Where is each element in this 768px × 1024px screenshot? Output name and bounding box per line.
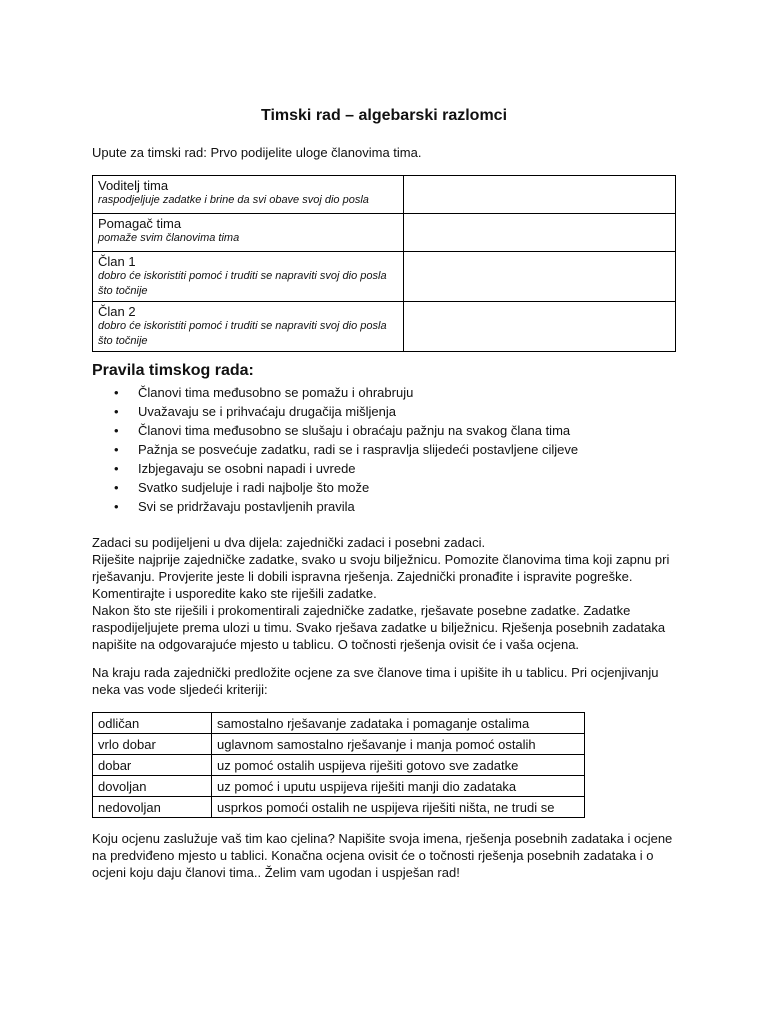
- page-title: Timski rad – algebarski razlomci: [260, 107, 508, 124]
- criteria-intro: Na kraju rada zajednički predložite ocjene za sve članove tima i upišite ih u tablicu. Pri ocjenjivanju neka vas vode sljedeći kriteriji:: [92, 665, 659, 697]
- instructions-block: [92, 534, 682, 653]
- rule-text: Pažnja se posvećuje zadatku, radi se i raspravlja slijedeći postavljene ciljeve: [138, 442, 579, 457]
- instructions-paragraph: Nakon što ste riješili i prokomentirali zajedničke zadatke, rješavate posebne zadatke. Zadatke raspodijeljujete prema ulozi u timu. Svako rješava zadatke u bilježnicu. Rješenja posebnih zadataka napišite na odgovarajuće mjesto u tablicu. O točnosti rješenja ovisit će i vaša ocjena.: [92, 603, 666, 652]
- rule-text: Izbjegavaju se osobni napadi i uvrede: [138, 461, 356, 476]
- grade-cell: vrlo dobar: [93, 734, 212, 755]
- rule-text: Članovi tima međusobno se pomažu i ohrabruju: [138, 385, 414, 400]
- intro-text: Upute za timski rad: Prvo podijelite uloge članovima tima.: [92, 145, 422, 160]
- list-item: [92, 459, 578, 478]
- grade-cell: nedovoljan: [93, 797, 212, 818]
- table-row: [93, 214, 676, 252]
- rule-text: Svi se pridržavaju postavljenih pravila: [138, 499, 355, 514]
- grade-cell: odličan: [93, 713, 212, 734]
- list-item: [92, 402, 578, 421]
- role-name: Pomagač tima: [98, 216, 182, 231]
- instructions-paragraph: Riješite najprije zajedničke zadatke, svako u svoju bilježnicu. Pomozite članovima tima koji zapnu pri rješavanju. Provjerite jeste li dobili ispravna rješenja. Zajednički pronađite i ispravite pogreške. Komentirajte i usporedite kako ste riješili zadatke.: [92, 552, 670, 601]
- bullet-icon: •: [114, 385, 119, 400]
- table-row: [93, 713, 585, 734]
- rule-text: Članovi tima međusobno se slušaju i obraćaju pažnju na svakog člana tima: [138, 423, 571, 438]
- role-name: Voditelj tima: [98, 178, 169, 193]
- instructions-paragraph: Zadaci su podijeljeni u dva dijela: zajednički zadaci i posebni zadaci.: [92, 535, 486, 550]
- list-item: [92, 421, 578, 440]
- table-row: [93, 302, 676, 352]
- grades-table: [92, 712, 585, 818]
- role-name: Član 1: [98, 254, 136, 269]
- criterion-cell: uglavnom samostalno rješavanje i manja pomoć ostalih: [212, 734, 585, 755]
- role-description: raspodjeljuje zadatke i brine da svi obave svoj dio posla: [98, 194, 369, 206]
- bullet-icon: •: [114, 442, 119, 457]
- rules-list: [92, 383, 578, 516]
- role-value-cell[interactable]: [404, 214, 676, 252]
- grade-cell: dovoljan: [93, 776, 212, 797]
- criterion-cell: usprkos pomoći ostalih ne uspijeva riješiti ništa, ne trudi se: [212, 797, 585, 818]
- list-item: [92, 497, 578, 516]
- role-name: Član 2: [98, 304, 136, 319]
- rule-text: Svatko sudjeluje i radi najbolje što može: [138, 480, 370, 495]
- rule-text: Uvažavaju se i prihvaćaju drugačija mišljenja: [138, 404, 396, 419]
- table-row: [93, 176, 676, 214]
- role-value-cell[interactable]: [404, 176, 676, 214]
- table-row: [93, 252, 676, 302]
- list-item: [92, 440, 578, 459]
- bullet-icon: •: [114, 499, 119, 514]
- table-row: [93, 776, 585, 797]
- role-value-cell[interactable]: [404, 302, 676, 352]
- list-item: [92, 478, 578, 497]
- criterion-cell: samostalno rješavanje zadataka i pomaganje ostalima: [212, 713, 585, 734]
- role-description: dobro će iskoristiti pomoć i truditi se napraviti svoj dio posla što točnije: [98, 320, 387, 347]
- bullet-icon: •: [114, 404, 119, 419]
- rules-heading: Pravila timskog rada:: [92, 362, 254, 379]
- bullet-icon: •: [114, 423, 119, 438]
- criterion-cell: uz pomoć ostalih uspijeva riješiti gotovo sve zadatke: [212, 755, 585, 776]
- role-description: pomaže svim članovima tima: [98, 232, 240, 244]
- closing-text: Koju ocjenu zaslužuje vaš tim kao cjelina? Napišite svoja imena, rješenja posebnih zadataka i ocjene na predviđeno mjesto u tablici. Konačna ocjena ovisit će o točnosti rješenja posebnih zadataka i o ocjeni koju daju članovi tima.. Želim vam ugodan i uspješan rad!: [92, 831, 673, 880]
- role-cell: [93, 252, 404, 302]
- role-value-cell[interactable]: [404, 252, 676, 302]
- role-description: dobro će iskoristiti pomoć i truditi se napraviti svoj dio posla što točnije: [98, 270, 387, 297]
- table-row: [93, 755, 585, 776]
- list-item: [92, 383, 578, 402]
- role-cell: [93, 214, 404, 252]
- bullet-icon: •: [114, 461, 119, 476]
- table-row: [93, 797, 585, 818]
- bullet-icon: •: [114, 480, 119, 495]
- role-cell: [93, 302, 404, 352]
- grade-cell: dobar: [93, 755, 212, 776]
- criterion-cell: uz pomoć i uputu uspijeva riješiti manji dio zadataka: [212, 776, 585, 797]
- table-row: [93, 734, 585, 755]
- role-cell: [93, 176, 404, 214]
- roles-table: [92, 175, 676, 352]
